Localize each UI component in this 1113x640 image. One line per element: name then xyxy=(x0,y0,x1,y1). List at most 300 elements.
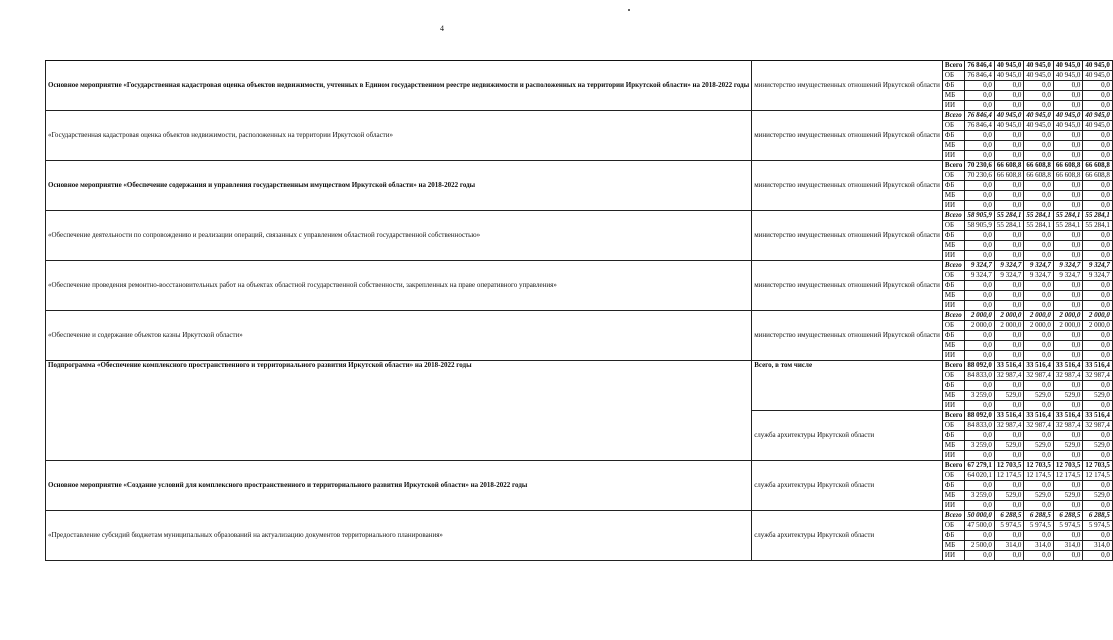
amount-cell: 0,0 xyxy=(965,501,995,511)
amount-cell: 40 945,0 xyxy=(1053,111,1083,121)
amount-cell: 66 608,8 xyxy=(1024,171,1054,181)
amount-cell: 0,0 xyxy=(994,131,1024,141)
amount-cell: 0,0 xyxy=(1024,141,1054,151)
amount-cell: 529,0 xyxy=(1024,491,1054,501)
funding-source: Всего xyxy=(942,161,964,171)
amount-cell: 0,0 xyxy=(1024,301,1054,311)
amount-cell: 0,0 xyxy=(1083,241,1113,251)
table-row xyxy=(46,111,1113,121)
amount-cell: 70 230,6 xyxy=(965,161,995,171)
amount-cell: 40 945,0 xyxy=(1053,61,1083,71)
amount-cell: 0,0 xyxy=(1083,451,1113,461)
amount-cell: 0,0 xyxy=(1024,81,1054,91)
amount-cell: 32 987,4 xyxy=(1083,421,1113,431)
amount-cell: 0,0 xyxy=(1053,251,1083,261)
amount-cell: 0,0 xyxy=(1083,331,1113,341)
amount-cell: 0,0 xyxy=(1053,151,1083,161)
amount-cell: 0,0 xyxy=(994,291,1024,301)
amount-cell: 33 516,4 xyxy=(994,411,1024,421)
amount-cell: 0,0 xyxy=(1053,381,1083,391)
amount-cell: 0,0 xyxy=(1053,131,1083,141)
activity-name: Подпрограмма «Обеспечение комплексного пространственного и территориального развития Иркутской области» на 2018-2022 годы xyxy=(46,361,752,461)
amount-cell: 0,0 xyxy=(994,141,1024,151)
amount-cell: 0,0 xyxy=(994,551,1024,561)
table-row xyxy=(46,511,1113,521)
amount-cell: 0,0 xyxy=(965,301,995,311)
amount-cell: 0,0 xyxy=(1083,381,1113,391)
amount-cell: 0,0 xyxy=(1024,231,1054,241)
amount-cell: 0,0 xyxy=(1024,451,1054,461)
amount-cell: 0,0 xyxy=(1024,551,1054,561)
amount-cell: 0,0 xyxy=(1053,451,1083,461)
amount-cell: 0,0 xyxy=(1053,281,1083,291)
funding-source: Всего xyxy=(942,411,964,421)
funding-source: МБ xyxy=(942,241,964,251)
amount-cell: 0,0 xyxy=(994,201,1024,211)
amount-cell: 0,0 xyxy=(965,381,995,391)
amount-cell: 5 974,5 xyxy=(1053,521,1083,531)
amount-cell: 58 905,9 xyxy=(965,221,995,231)
amount-cell: 55 284,1 xyxy=(1024,221,1054,231)
amount-cell: 55 284,1 xyxy=(1053,211,1083,221)
funding-source: МБ xyxy=(942,341,964,351)
amount-cell: 9 324,7 xyxy=(1024,261,1054,271)
amount-cell: 0,0 xyxy=(1024,341,1054,351)
amount-cell: 2 000,0 xyxy=(1083,311,1113,321)
amount-cell: 529,0 xyxy=(1053,491,1083,501)
amount-cell: 529,0 xyxy=(994,391,1024,401)
activity-name: «Предоставление субсидий бюджетам муниципальных образований на актуализацию документов территориального планирования» xyxy=(46,511,752,561)
amount-cell: 88 092,0 xyxy=(965,361,995,371)
amount-cell: 0,0 xyxy=(1083,131,1113,141)
amount-cell: 40 945,0 xyxy=(1024,71,1054,81)
amount-cell: 0,0 xyxy=(965,101,995,111)
amount-cell: 0,0 xyxy=(1053,501,1083,511)
amount-cell: 0,0 xyxy=(994,331,1024,341)
funding-source: Всего xyxy=(942,111,964,121)
amount-cell: 33 516,4 xyxy=(994,361,1024,371)
amount-cell: 2 000,0 xyxy=(1024,321,1054,331)
funding-source: Всего xyxy=(942,361,964,371)
amount-cell: 12 703,5 xyxy=(1083,461,1113,471)
amount-cell: 6 288,5 xyxy=(1083,511,1113,521)
funding-source: ФБ xyxy=(942,531,964,541)
amount-cell: 529,0 xyxy=(1053,391,1083,401)
amount-cell: 0,0 xyxy=(965,551,995,561)
amount-cell: 12 174,5 xyxy=(1083,471,1113,481)
funding-source: ИИ xyxy=(942,451,964,461)
amount-cell: 76 846,4 xyxy=(965,71,995,81)
amount-cell: 0,0 xyxy=(1053,401,1083,411)
amount-cell: 314,0 xyxy=(1053,541,1083,551)
amount-cell: 9 324,7 xyxy=(965,261,995,271)
amount-cell: 40 945,0 xyxy=(1083,111,1113,121)
amount-cell: 0,0 xyxy=(1053,351,1083,361)
executor-name: министерство имущественных отношений Иркутской области xyxy=(752,211,943,261)
amount-cell: 32 987,4 xyxy=(994,371,1024,381)
table-row xyxy=(46,461,1113,471)
funding-source: Всего xyxy=(942,61,964,71)
amount-cell: 0,0 xyxy=(994,241,1024,251)
amount-cell: 0,0 xyxy=(1083,201,1113,211)
funding-source: МБ xyxy=(942,291,964,301)
amount-cell: 12 703,5 xyxy=(1024,461,1054,471)
amount-cell: 0,0 xyxy=(994,341,1024,351)
amount-cell: 0,0 xyxy=(994,301,1024,311)
amount-cell: 0,0 xyxy=(1053,191,1083,201)
amount-cell: 2 000,0 xyxy=(965,321,995,331)
funding-source: ИИ xyxy=(942,551,964,561)
funding-source: МБ xyxy=(942,491,964,501)
amount-cell: 40 945,0 xyxy=(1083,121,1113,131)
table-row xyxy=(46,261,1113,271)
amount-cell: 2 000,0 xyxy=(994,311,1024,321)
amount-cell: 0,0 xyxy=(1053,331,1083,341)
executor-name: министерство имущественных отношений Иркутской области xyxy=(752,161,943,211)
amount-cell: 0,0 xyxy=(1053,141,1083,151)
amount-cell: 5 974,5 xyxy=(994,521,1024,531)
amount-cell: 5 974,5 xyxy=(1083,521,1113,531)
amount-cell: 0,0 xyxy=(1024,91,1054,101)
amount-cell: 0,0 xyxy=(994,381,1024,391)
amount-cell: 6 288,5 xyxy=(1053,511,1083,521)
amount-cell: 88 092,0 xyxy=(965,411,995,421)
amount-cell: 40 945,0 xyxy=(994,61,1024,71)
funding-source: ИИ xyxy=(942,401,964,411)
amount-cell: 0,0 xyxy=(1053,291,1083,301)
funding-source: МБ xyxy=(942,141,964,151)
funding-source: ОБ xyxy=(942,371,964,381)
funding-source: ИИ xyxy=(942,351,964,361)
amount-cell: 529,0 xyxy=(1053,441,1083,451)
amount-cell: 40 945,0 xyxy=(1024,121,1054,131)
amount-cell: 0,0 xyxy=(965,351,995,361)
executor-name: министерство имущественных отношений Иркутской области xyxy=(752,311,943,361)
activity-name: «Государственная кадастровая оценка объектов недвижимости, расположенных на территории Иркутской области» xyxy=(46,111,752,161)
amount-cell: 70 230,6 xyxy=(965,171,995,181)
amount-cell: 0,0 xyxy=(1024,351,1054,361)
page-number: 4 xyxy=(440,24,444,33)
amount-cell: 0,0 xyxy=(965,81,995,91)
amount-cell: 0,0 xyxy=(1083,291,1113,301)
amount-cell: 0,0 xyxy=(1083,481,1113,491)
executor-name: министерство имущественных отношений Иркутской области xyxy=(752,111,943,161)
amount-cell: 33 516,4 xyxy=(1053,411,1083,421)
amount-cell: 0,0 xyxy=(965,291,995,301)
amount-cell: 2 500,0 xyxy=(965,541,995,551)
amount-cell: 66 608,8 xyxy=(1053,171,1083,181)
funding-source: Всего xyxy=(942,511,964,521)
amount-cell: 0,0 xyxy=(1083,91,1113,101)
amount-cell: 0,0 xyxy=(965,401,995,411)
amount-cell: 0,0 xyxy=(994,101,1024,111)
funding-source: МБ xyxy=(942,541,964,551)
amount-cell: 40 945,0 xyxy=(1083,61,1113,71)
amount-cell: 55 284,1 xyxy=(994,211,1024,221)
funding-source: ИИ xyxy=(942,101,964,111)
executor-name: министерство имущественных отношений Иркутской области xyxy=(752,261,943,311)
amount-cell: 0,0 xyxy=(965,331,995,341)
amount-cell: 40 945,0 xyxy=(1053,121,1083,131)
amount-cell: 0,0 xyxy=(1083,401,1113,411)
table-row xyxy=(46,61,1113,71)
amount-cell: 40 945,0 xyxy=(994,121,1024,131)
amount-cell: 3 259,0 xyxy=(965,441,995,451)
amount-cell: 0,0 xyxy=(1024,401,1054,411)
funding-source: ОБ xyxy=(942,121,964,131)
amount-cell: 0,0 xyxy=(994,181,1024,191)
executor-name: Всего, в том числе xyxy=(752,361,943,411)
amount-cell: 33 516,4 xyxy=(1024,361,1054,371)
amount-cell: 32 987,4 xyxy=(1024,371,1054,381)
amount-cell: 0,0 xyxy=(1083,351,1113,361)
funding-source: ОБ xyxy=(942,421,964,431)
amount-cell: 0,0 xyxy=(1024,101,1054,111)
activity-name: «Обеспечение проведения ремонтно-восстановительных работ на объектах областной государственной собственности, закрепленных на праве оперативного управления» xyxy=(46,261,752,311)
amount-cell: 32 987,4 xyxy=(1053,421,1083,431)
amount-cell: 2 000,0 xyxy=(1053,311,1083,321)
funding-source: ОБ xyxy=(942,521,964,531)
amount-cell: 0,0 xyxy=(994,431,1024,441)
amount-cell: 3 259,0 xyxy=(965,391,995,401)
amount-cell: 0,0 xyxy=(965,531,995,541)
amount-cell: 66 608,8 xyxy=(994,171,1024,181)
amount-cell: 0,0 xyxy=(1083,341,1113,351)
amount-cell: 40 945,0 xyxy=(1024,61,1054,71)
amount-cell: 55 284,1 xyxy=(994,221,1024,231)
amount-cell: 76 846,4 xyxy=(965,111,995,121)
amount-cell: 0,0 xyxy=(1083,431,1113,441)
amount-cell: 33 516,4 xyxy=(1083,411,1113,421)
amount-cell: 64 020,1 xyxy=(965,471,995,481)
amount-cell: 0,0 xyxy=(1053,531,1083,541)
table-row xyxy=(46,311,1113,321)
amount-cell: 66 608,8 xyxy=(1024,161,1054,171)
amount-cell: 0,0 xyxy=(965,281,995,291)
amount-cell: 9 324,7 xyxy=(1053,271,1083,281)
amount-cell: 0,0 xyxy=(1024,131,1054,141)
amount-cell: 55 284,1 xyxy=(1024,211,1054,221)
amount-cell: 0,0 xyxy=(1024,151,1054,161)
amount-cell: 0,0 xyxy=(965,241,995,251)
activity-name: Основное мероприятие «Обеспечение содержания и управления государственным имуществом Иркутской области» на 2018-2022 годы xyxy=(46,161,752,211)
amount-cell: 9 324,7 xyxy=(965,271,995,281)
amount-cell: 0,0 xyxy=(1053,101,1083,111)
amount-cell: 50 000,0 xyxy=(965,511,995,521)
amount-cell: 66 608,8 xyxy=(1053,161,1083,171)
amount-cell: 0,0 xyxy=(1024,201,1054,211)
amount-cell: 76 846,4 xyxy=(965,121,995,131)
amount-cell: 0,0 xyxy=(1083,191,1113,201)
amount-cell: 55 284,1 xyxy=(1083,211,1113,221)
amount-cell: 529,0 xyxy=(1083,491,1113,501)
amount-cell: 40 945,0 xyxy=(1053,71,1083,81)
table-row xyxy=(46,361,1113,371)
amount-cell: 33 516,4 xyxy=(1083,361,1113,371)
amount-cell: 0,0 xyxy=(965,91,995,101)
amount-cell: 84 833,0 xyxy=(965,421,995,431)
amount-cell: 0,0 xyxy=(1083,231,1113,241)
amount-cell: 529,0 xyxy=(994,491,1024,501)
funding-source: Всего xyxy=(942,311,964,321)
amount-cell: 0,0 xyxy=(1083,281,1113,291)
amount-cell: 0,0 xyxy=(1053,81,1083,91)
table-row xyxy=(46,211,1113,221)
scan-dot xyxy=(628,9,630,11)
amount-cell: 0,0 xyxy=(994,251,1024,261)
amount-cell: 0,0 xyxy=(1024,501,1054,511)
amount-cell: 76 846,4 xyxy=(965,61,995,71)
amount-cell: 66 608,8 xyxy=(1083,171,1113,181)
amount-cell: 33 516,4 xyxy=(1024,411,1054,421)
amount-cell: 0,0 xyxy=(1024,531,1054,541)
amount-cell: 0,0 xyxy=(994,231,1024,241)
funding-source: Всего xyxy=(942,461,964,471)
amount-cell: 0,0 xyxy=(1024,291,1054,301)
amount-cell: 0,0 xyxy=(965,341,995,351)
amount-cell: 0,0 xyxy=(1053,241,1083,251)
amount-cell: 0,0 xyxy=(1024,281,1054,291)
funding-source: Всего xyxy=(942,211,964,221)
amount-cell: 0,0 xyxy=(994,351,1024,361)
amount-cell: 0,0 xyxy=(1053,201,1083,211)
amount-cell: 0,0 xyxy=(965,181,995,191)
amount-cell: 47 500,0 xyxy=(965,521,995,531)
amount-cell: 32 987,4 xyxy=(1024,421,1054,431)
funding-source: МБ xyxy=(942,191,964,201)
funding-source: ФБ xyxy=(942,181,964,191)
amount-cell: 0,0 xyxy=(1083,531,1113,541)
amount-cell: 2 000,0 xyxy=(965,311,995,321)
amount-cell: 0,0 xyxy=(1024,251,1054,261)
amount-cell: 0,0 xyxy=(965,201,995,211)
amount-cell: 0,0 xyxy=(965,191,995,201)
amount-cell: 66 608,8 xyxy=(1083,161,1113,171)
amount-cell: 9 324,7 xyxy=(1053,261,1083,271)
amount-cell: 314,0 xyxy=(1083,541,1113,551)
funding-source: МБ xyxy=(942,91,964,101)
amount-cell: 2 000,0 xyxy=(994,321,1024,331)
amount-cell: 0,0 xyxy=(1053,91,1083,101)
amount-cell: 0,0 xyxy=(1024,181,1054,191)
amount-cell: 0,0 xyxy=(1024,331,1054,341)
table-row xyxy=(46,161,1113,171)
amount-cell: 55 284,1 xyxy=(1083,221,1113,231)
amount-cell: 0,0 xyxy=(1083,551,1113,561)
funding-source: МБ xyxy=(942,441,964,451)
amount-cell: 0,0 xyxy=(965,431,995,441)
amount-cell: 314,0 xyxy=(1024,541,1054,551)
amount-cell: 9 324,7 xyxy=(1083,271,1113,281)
amount-cell: 12 703,5 xyxy=(994,461,1024,471)
amount-cell: 0,0 xyxy=(994,151,1024,161)
funding-source: ОБ xyxy=(942,171,964,181)
amount-cell: 0,0 xyxy=(965,131,995,141)
table-body xyxy=(46,61,1113,561)
amount-cell: 55 284,1 xyxy=(1053,221,1083,231)
amount-cell: 12 703,5 xyxy=(1053,461,1083,471)
amount-cell: 314,0 xyxy=(994,541,1024,551)
funding-source: ИИ xyxy=(942,301,964,311)
funding-source: ОБ xyxy=(942,321,964,331)
funding-source: ФБ xyxy=(942,281,964,291)
funding-source: ИИ xyxy=(942,201,964,211)
amount-cell: 40 945,0 xyxy=(1024,111,1054,121)
amount-cell: 9 324,7 xyxy=(994,271,1024,281)
amount-cell: 0,0 xyxy=(1024,481,1054,491)
amount-cell: 0,0 xyxy=(1053,341,1083,351)
amount-cell: 5 974,5 xyxy=(1024,521,1054,531)
funding-source: Всего xyxy=(942,261,964,271)
amount-cell: 3 259,0 xyxy=(965,491,995,501)
amount-cell: 9 324,7 xyxy=(1083,261,1113,271)
amount-cell: 0,0 xyxy=(1083,251,1113,261)
amount-cell: 0,0 xyxy=(994,501,1024,511)
funding-source: ФБ xyxy=(942,231,964,241)
amount-cell: 0,0 xyxy=(965,481,995,491)
amount-cell: 0,0 xyxy=(965,151,995,161)
amount-cell: 529,0 xyxy=(1083,391,1113,401)
amount-cell: 2 000,0 xyxy=(1024,311,1054,321)
activity-name: Основное мероприятие «Государственная кадастровая оценка объектов недвижимости, учтенных в Едином государственном реестре недвижимости и расположенных на территории Иркутской области» на 2018-2022 годы xyxy=(46,61,752,111)
activity-name: «Обеспечение и содержание объектов казны Иркутской области» xyxy=(46,311,752,361)
funding-source: МБ xyxy=(942,391,964,401)
amount-cell: 0,0 xyxy=(994,531,1024,541)
amount-cell: 0,0 xyxy=(965,251,995,261)
amount-cell: 40 945,0 xyxy=(1083,71,1113,81)
amount-cell: 0,0 xyxy=(965,451,995,461)
amount-cell: 0,0 xyxy=(1083,101,1113,111)
amount-cell: 0,0 xyxy=(1083,301,1113,311)
activity-name: Основное мероприятие «Создание условий для комплексного пространственного и территориального развития Иркутской области» на 2018-2022 годы xyxy=(46,461,752,511)
amount-cell: 84 833,0 xyxy=(965,371,995,381)
funding-source: ФБ xyxy=(942,331,964,341)
amount-cell: 32 987,4 xyxy=(1053,371,1083,381)
funding-source: ИИ xyxy=(942,501,964,511)
executor-name: служба архитектуры Иркутской области xyxy=(752,461,943,511)
amount-cell: 58 905,9 xyxy=(965,211,995,221)
amount-cell: 32 987,4 xyxy=(994,421,1024,431)
amount-cell: 2 000,0 xyxy=(1053,321,1083,331)
budget-table xyxy=(45,60,1113,561)
amount-cell: 0,0 xyxy=(965,231,995,241)
amount-cell: 0,0 xyxy=(1053,301,1083,311)
amount-cell: 0,0 xyxy=(1083,181,1113,191)
amount-cell: 6 288,5 xyxy=(994,511,1024,521)
amount-cell: 0,0 xyxy=(1024,381,1054,391)
amount-cell: 0,0 xyxy=(1053,431,1083,441)
funding-source: ФБ xyxy=(942,481,964,491)
executor-name: служба архитектуры Иркутской области xyxy=(752,411,943,461)
amount-cell: 33 516,4 xyxy=(1053,361,1083,371)
executor-name: министерство имущественных отношений Иркутской области xyxy=(752,61,943,111)
amount-cell: 0,0 xyxy=(1053,181,1083,191)
amount-cell: 0,0 xyxy=(1053,551,1083,561)
amount-cell: 0,0 xyxy=(1053,481,1083,491)
amount-cell: 12 174,5 xyxy=(994,471,1024,481)
amount-cell: 12 174,5 xyxy=(1053,471,1083,481)
amount-cell: 0,0 xyxy=(1083,151,1113,161)
amount-cell: 0,0 xyxy=(994,81,1024,91)
amount-cell: 9 324,7 xyxy=(1024,271,1054,281)
funding-source: ИИ xyxy=(942,151,964,161)
amount-cell: 32 987,4 xyxy=(1083,371,1113,381)
funding-source: ОБ xyxy=(942,71,964,81)
amount-cell: 0,0 xyxy=(994,91,1024,101)
amount-cell: 0,0 xyxy=(1024,241,1054,251)
amount-cell: 66 608,8 xyxy=(994,161,1024,171)
amount-cell: 0,0 xyxy=(994,481,1024,491)
